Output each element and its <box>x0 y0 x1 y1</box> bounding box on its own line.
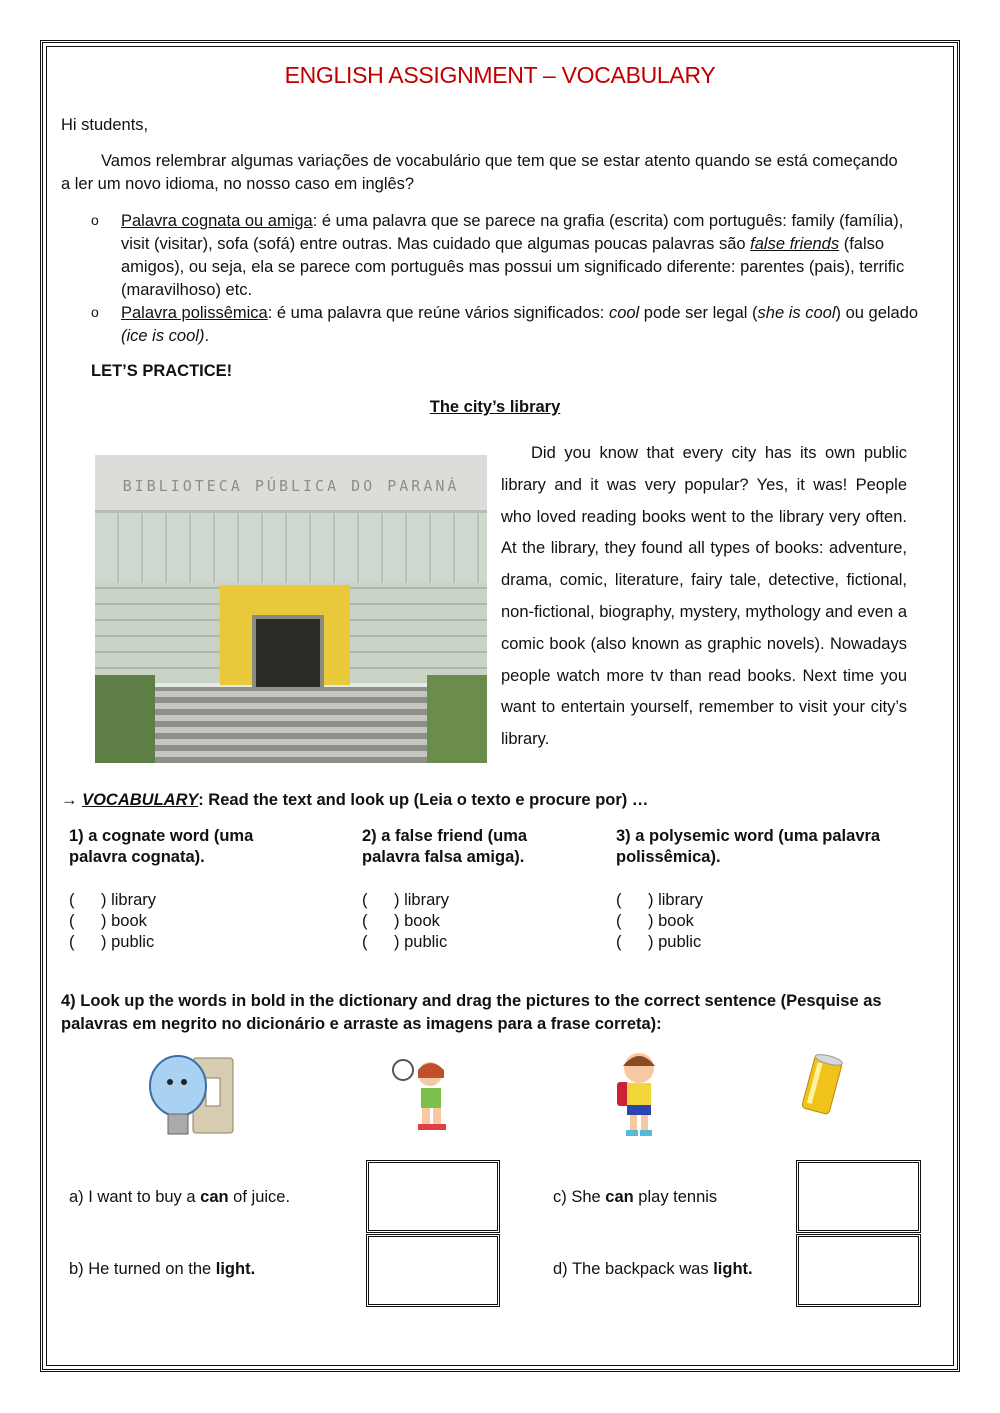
sentence-a: a) I want to buy a can of juice. <box>69 1188 291 1206</box>
bullet-polysemic: Palavra polissêmica: é uma palavra que reúne vários significados: cool pode ser legal (she is cool) ou gelado (ice is cool). <box>121 304 919 345</box>
girl-tennis-picture[interactable] <box>388 1052 458 1132</box>
greeting: Hi students, <box>61 116 149 134</box>
option-checkbox[interactable]: ( ) book <box>362 912 440 930</box>
question-2-options <box>362 890 449 953</box>
question-1: 1) a cognate word (uma palavra cognata). <box>69 827 254 866</box>
option-checkbox[interactable]: ( ) public <box>362 933 448 951</box>
option-checkbox[interactable]: ( ) library <box>362 891 450 909</box>
option-checkbox[interactable]: ( ) public <box>69 933 155 951</box>
drop-box-c[interactable] <box>796 1160 921 1233</box>
drop-box-b[interactable] <box>366 1234 500 1307</box>
option-checkbox[interactable]: ( ) library <box>616 891 704 909</box>
bullet-icon: o <box>91 304 99 320</box>
drop-box-a[interactable] <box>366 1160 500 1233</box>
question-4: 4) Look up the words in bold in the dictionary and drag the pictures to the correct sentence (Pesquise as palavras em negrito no dicionário e arraste as imagens para a frase correta): <box>61 992 882 1033</box>
question-3: 3) a polysemic word (uma palavra polissêmica). <box>616 827 881 866</box>
library-sign: BIBLIOTECA PÚBLICA DO PARANÁ <box>122 477 460 495</box>
story-text: Did you know that every city has its own public library and it was very popular? Yes, it was! People who loved reading books went to the library very often. At the library, they found all types of books: adventure, drama, comic, literature, fairy tale, detective, fictional, non-fictional, biography, mystery, mythology and even a comic book (also known as graphic novels). Nowadays people watch more tv than read books. Next time you want to entertain yourself, remember to visit your city’s library. <box>501 444 907 749</box>
library-photo <box>95 455 487 763</box>
light-bulb-picture[interactable] <box>148 1048 238 1143</box>
option-checkbox[interactable]: ( ) book <box>616 912 694 930</box>
vocabulary-instruction: → VOCABULARY: Read the text and look up (Leia o texto e procure por) … <box>61 791 649 809</box>
intro-paragraph: Vamos relembrar algumas variações de vocabulário que tem que se estar atento quando se está começando a ler um novo idioma, no nosso caso em inglês? <box>61 152 898 193</box>
practice-heading: LET’S PRACTICE! <box>91 362 233 380</box>
boy-backpack-picture[interactable] <box>607 1048 671 1138</box>
bullet-cognate: Palavra cognata ou amiga: é uma palavra que se parece na grafia (escrita) com português: family (família), visit (visitar), sofa (sofá) entre outras. Mas cuidado que algumas poucas palavras são false friends (falso amigos), ou seja, ela se parece com português mas possui um significado diferente: parentes (pais), terrific (maravilhoso) etc. <box>121 212 905 299</box>
option-checkbox[interactable]: ( ) library <box>69 891 157 909</box>
can-picture[interactable] <box>796 1050 848 1120</box>
sentence-d: d) The backpack was light. <box>553 1260 753 1278</box>
option-checkbox[interactable]: ( ) book <box>69 912 147 930</box>
question-2: 2) a false friend (uma palavra falsa amiga). <box>362 827 528 866</box>
sentence-b: b) He turned on the light. <box>69 1260 256 1278</box>
page-title: ENGLISH ASSIGNMENT – VOCABULARY <box>284 62 716 88</box>
option-checkbox[interactable]: ( ) public <box>616 933 702 951</box>
question-1-options <box>69 890 156 953</box>
story-title: The city’s library <box>429 398 561 416</box>
drop-box-d[interactable] <box>796 1234 921 1307</box>
bullet-icon: o <box>91 212 99 228</box>
question-3-options <box>616 890 703 953</box>
sentence-c: c) She can play tennis <box>553 1188 718 1206</box>
